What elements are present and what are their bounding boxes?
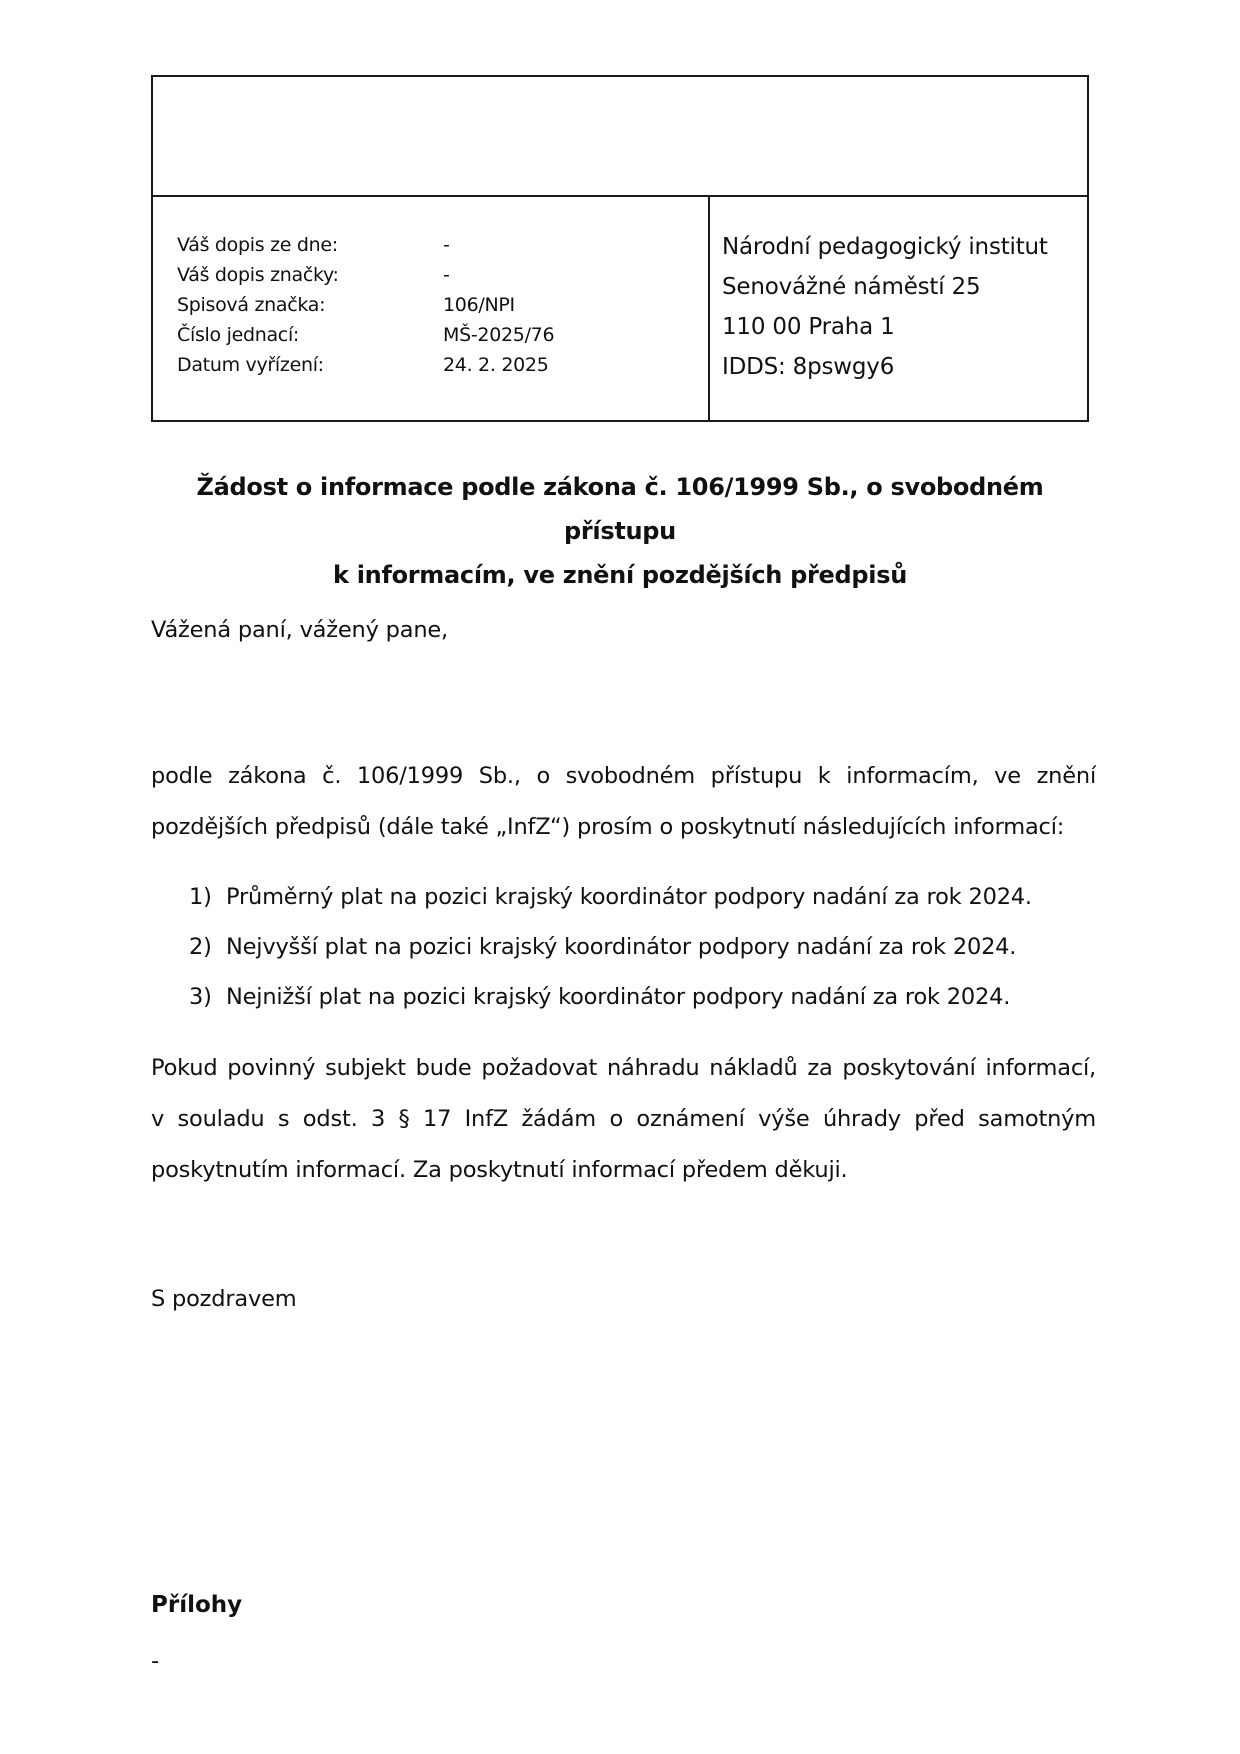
- reference-label: Datum vyřízení:: [177, 354, 324, 376]
- recipient-idds: IDDS: 8pswgy6: [722, 354, 895, 380]
- paragraph-line: v souladu s odst. 3 § 17 InfZ žádám o oznámení výše úhrady před samotným: [151, 1106, 1096, 1132]
- reference-label: Váš dopis značky:: [177, 264, 339, 286]
- request-list-item: [189, 927, 1016, 967]
- reference-value: 106/NPI: [443, 294, 515, 316]
- reference-value: -: [443, 264, 450, 286]
- closing: S pozdravem: [151, 1286, 297, 1312]
- title-line: k informacím, ve znění pozdějších předpisů: [333, 561, 907, 589]
- list-number: 2): [189, 934, 212, 960]
- recipient-street: Senovážné náměstí 25: [722, 274, 981, 300]
- reference-value: 24. 2. 2025: [443, 354, 549, 376]
- reference-label: Číslo jednací:: [177, 324, 300, 346]
- attachments-heading: Přílohy: [151, 1592, 243, 1618]
- paragraph-line: pozdějších předpisů (dále také „InfZ“) prosím o poskytnutí následujících informací:: [151, 814, 1065, 840]
- reference-block: [153, 197, 710, 422]
- paragraph-line: poskytnutím informací. Za poskytnutí informací předem děkuji.: [151, 1157, 848, 1183]
- list-text: Nejnižší plat na pozici krajský koordinátor podpory nadání za rok 2024.: [226, 984, 1011, 1010]
- recipient-address: [710, 197, 1089, 422]
- request-list-item: [189, 977, 1010, 1017]
- letter-header-box: [151, 75, 1089, 422]
- intro-paragraph: [151, 751, 1096, 853]
- request-list-item: [189, 877, 1032, 917]
- salutation: Vážená paní, vážený pane,: [151, 617, 448, 643]
- paragraph-line: podle zákona č. 106/1999 Sb., o svobodném přístupu k informacím, ve znění: [151, 763, 1096, 789]
- list-number: 1): [189, 884, 212, 910]
- reference-value: -: [443, 234, 450, 256]
- list-text: Průměrný plat na pozici krajský koordinátor podpory nadání za rok 2024.: [226, 884, 1032, 910]
- recipient-name: Národní pedagogický institut: [722, 234, 1048, 260]
- cost-paragraph: [151, 1043, 1096, 1196]
- list-text: Nejvyšší plat na pozici krajský koordinátor podpory nadání za rok 2024.: [226, 934, 1017, 960]
- list-number: 3): [189, 984, 212, 1010]
- reference-label: Váš dopis ze dne:: [177, 234, 338, 256]
- title-line: Žádost o informace podle zákona č. 106/1999 Sb., o svobodném přístupu: [196, 473, 1044, 545]
- recipient-city: 110 00 Praha 1: [722, 314, 895, 340]
- reference-label: Spisová značka:: [177, 294, 326, 316]
- paragraph-line: Pokud povinný subjekt bude požadovat náhradu nákladů za poskytování informací,: [151, 1055, 1096, 1081]
- letter-title: [140, 465, 1100, 597]
- attachments-value: -: [151, 1648, 159, 1674]
- reference-value: MŠ-2025/76: [443, 324, 555, 346]
- sender-area-redacted: [153, 77, 1087, 197]
